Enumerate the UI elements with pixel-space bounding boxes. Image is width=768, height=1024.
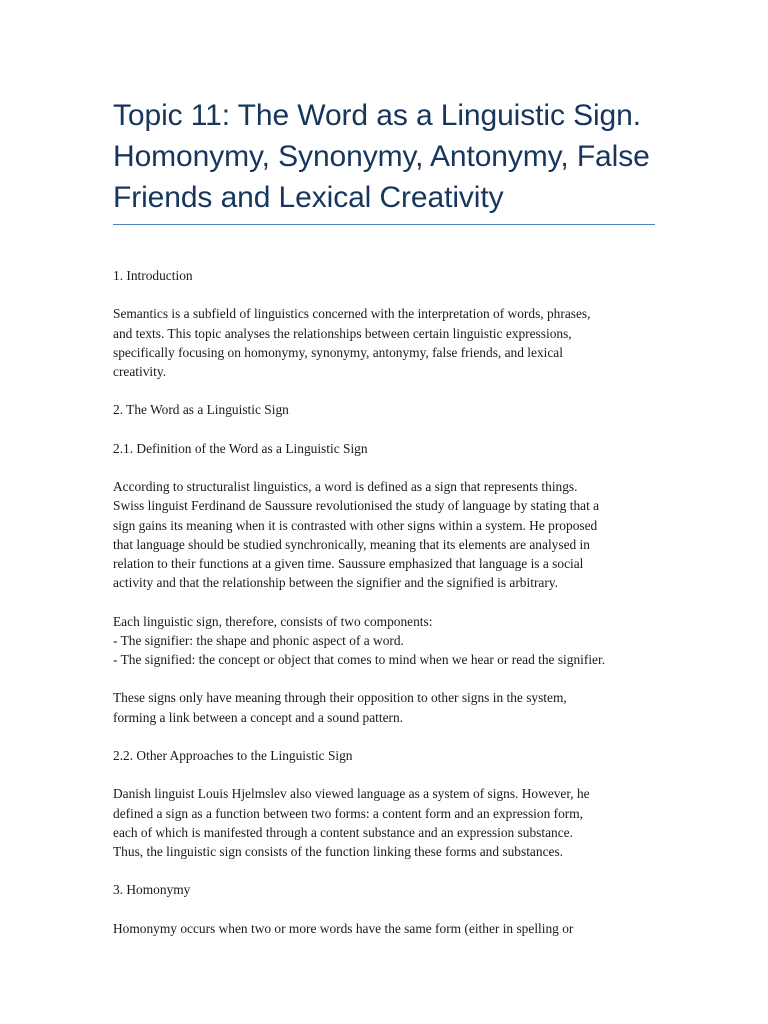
text-line: activity and that the relationship between the signifier and the signified is arbitrary. (113, 575, 558, 591)
paragraph (113, 304, 656, 381)
document-body (113, 266, 656, 938)
text-line: 3. Homonymy (113, 882, 191, 898)
text-line: 2.1. Definition of the Word as a Linguistic Sign (113, 440, 368, 456)
title-underline (113, 224, 655, 225)
title-line: Homonymy, Synonymy, Antonymy, False (113, 140, 650, 173)
paragraph (113, 919, 656, 938)
paragraph (113, 880, 656, 899)
paragraph (113, 266, 656, 285)
text-line: sign gains its meaning when it is contrasted with other signs within a system. He proposed (113, 517, 598, 533)
text-line: and texts. This topic analyses the relationships between certain linguistic expressions, (113, 325, 572, 341)
paragraph (113, 477, 656, 592)
text-line: that language should be studied synchronically, meaning that its elements are analysed in (113, 536, 590, 552)
title-line: Friends and Lexical Creativity (113, 181, 504, 214)
paragraph (113, 784, 656, 861)
text-line: forming a link between a concept and a sound pattern. (113, 709, 404, 725)
text-line: - The signifier: the shape and phonic aspect of a word. (113, 632, 404, 648)
text-line: Thus, the linguistic sign consists of the function linking these forms and substances. (113, 843, 564, 859)
text-line: 2.2. Other Approaches to the Linguistic Sign (113, 747, 353, 763)
text-line: Danish linguist Louis Hjelmslev also viewed language as a system of signs. However, he (113, 786, 590, 802)
text-line: According to structuralist linguistics, a word is defined as a sign that represents things. (113, 479, 578, 495)
title-line: Topic 11: The Word as a Linguistic Sign. (113, 99, 641, 132)
text-line: defined a sign as a function between two forms: a content form and an expression form, (113, 805, 584, 821)
text-line: 1. Introduction (113, 268, 193, 283)
text-line: 2. The Word as a Linguistic Sign (113, 402, 289, 418)
text-line: specifically focusing on homonymy, synonymy, antonymy, false friends, and lexical (113, 344, 563, 360)
document-page (113, 0, 656, 957)
paragraph (113, 612, 656, 670)
text-line: Homonymy occurs when two or more words have the same form (either in spelling or (113, 920, 574, 936)
document-title (113, 0, 656, 218)
text-line: Semantics is a subfield of linguistics concerned with the interpretation of words, phrases, (113, 306, 591, 322)
text-line: Swiss linguist Ferdinand de Saussure revolutionised the study of language by stating that a (113, 498, 600, 514)
paragraph (113, 439, 656, 458)
paragraph (113, 400, 656, 419)
text-line: relation to their functions at a given time. Saussure emphasized that language is a social (113, 555, 584, 571)
text-line: Each linguistic sign, therefore, consists of two components: (113, 613, 433, 629)
text-line: creativity. (113, 364, 167, 379)
paragraph (113, 746, 656, 765)
paragraph (113, 688, 656, 726)
text-line: each of which is manifested through a content substance and an expression substance. (113, 824, 573, 840)
text-line: These signs only have meaning through their opposition to other signs in the system, (113, 690, 567, 706)
text-line: - The signified: the concept or object that comes to mind when we hear or read the signifier. (113, 651, 606, 667)
